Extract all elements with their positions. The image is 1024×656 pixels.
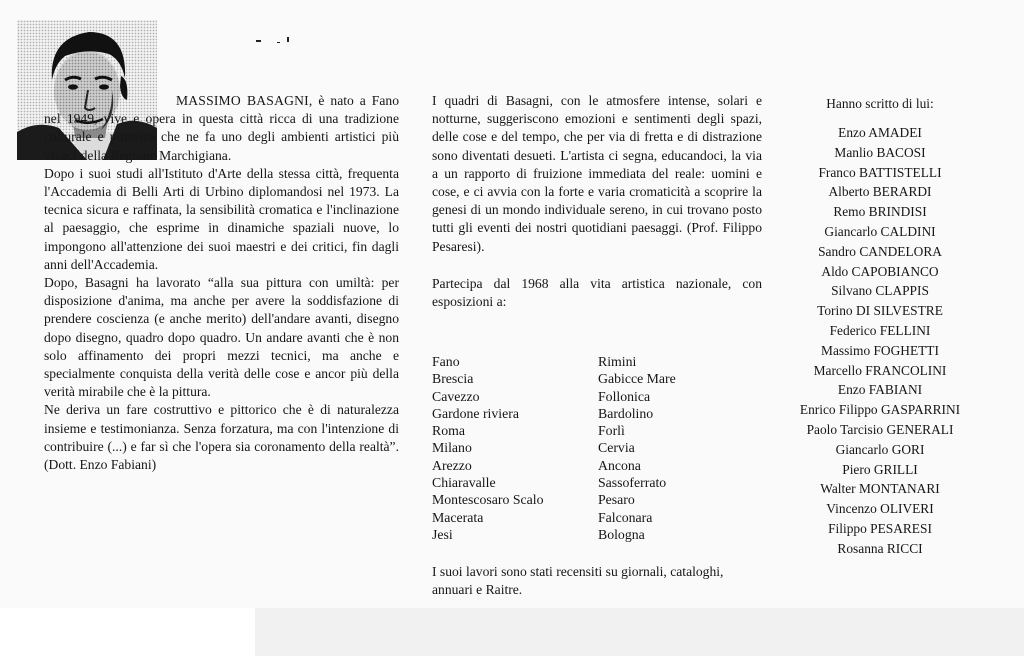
- biography-intro-text: è nato a Fano nel 1949, vive e opera in questa città ricca di una tradizione culturale e pittorica che ne fa uno degli ambienti artistici più vivaci della Regione Marchigiana.: [44, 93, 399, 163]
- exhibition-city: Ancona: [598, 457, 641, 473]
- biography-column: [44, 92, 399, 474]
- author-name: Enzo AMADEI: [838, 125, 922, 140]
- author-name: Remo BRINDISI: [833, 204, 927, 220]
- author-name: Silvano CLAPPIS: [831, 283, 929, 299]
- exhibition-city: Jesi: [432, 526, 453, 542]
- exhibition-city: Chiaravalle: [432, 475, 496, 491]
- exhibitions-intro: Partecipa dal 1968 alla vita artistica nazionale, con esposizioni a:: [432, 275, 762, 310]
- exhibition-city: Follonica: [598, 388, 651, 404]
- authors-heading: Hanno scritto di lui:: [826, 96, 934, 111]
- exhibition-city: Bardolino: [598, 405, 654, 421]
- author-name: Giancarlo GORI: [835, 441, 925, 457]
- biography-quote-conclusion: Ne deriva un fare costruttivo e pittorico che è di naturalezza insieme e testimonianza. Senza forzatura, ma con l'intenzione di contribuire (...) e far sì che l'opera sia coronamento della realtà”. (Dott. Enzo Fabiani): [44, 402, 399, 473]
- author-name: Enzo FABIANI: [837, 382, 923, 398]
- scan-speck: [256, 40, 261, 42]
- scan-speck: [277, 42, 280, 43]
- exhibition-city: Falconara: [598, 509, 653, 525]
- author-name: Federico FELLINI: [829, 322, 931, 338]
- author-name: Sandro CANDELORA: [818, 243, 942, 259]
- author-name: Giancarlo CALDINI: [824, 223, 936, 239]
- authors-list: [780, 123, 980, 559]
- exhibition-city: Cavezzo: [432, 388, 480, 404]
- exhibition-cities: [432, 353, 762, 543]
- artist-name: MASSIMO BASAGNI,: [176, 93, 313, 108]
- critique-paragraph: I quadri di Basagni, con le atmosfere intense, solari e notturne, suggeriscono emozioni e sentimenti degli spazi, delle cose e del tempo, che per via di fretta e di distrazione sono diventati desueti. L'artista ci segna, educandoci, la via a un rapporto di fruizione immediata del reale: uomini e cose, e ci avvia con la forte e varia cromaticità a scoprire la genesi di un mondo individuale sereno, in cui trovano posto tutti gli eventi dei nostri quotidiani paesaggi. (Prof. Filippo Pesaresi).: [432, 93, 762, 254]
- author-name: Filippo PESARESI: [828, 520, 932, 536]
- author-name: Franco BATTISTELLI: [818, 164, 942, 180]
- exhibition-city: Gardone riviera: [432, 405, 519, 421]
- author-name: Massimo FOGHETTI: [821, 342, 939, 358]
- reviews-note: I suoi lavori sono stati recensiti su giornali, cataloghi, annuari e Raitre.: [432, 564, 724, 598]
- biography-intro-paragraph: [44, 92, 399, 165]
- author-name: Marcello FRANCOLINI: [813, 362, 947, 378]
- critique-column: [432, 92, 762, 311]
- author-name: Alberto BERARDI: [828, 184, 932, 200]
- scan-speck: [287, 37, 289, 42]
- authors-column: [780, 95, 980, 559]
- exhibition-city: Montescosaro Scalo: [432, 492, 544, 508]
- author-name: Aldo CAPOBIANCO: [821, 263, 939, 279]
- exhibition-city: Arezzo: [432, 457, 472, 473]
- biography-paragraph: Dopo i suoi studi all'Istituto d'Arte della stessa città, frequenta l'Accademia di Belli Arti di Urbino diplomandosi nel 1973. La tecnica sicura e raffinata, la sensibilità cromatica e l'inclinazione al paesaggio, che esprime in dinamiche spaziali nuove, lo impongono all'attenzione dei suoi maestri e dei critici, fin dagli anni dell'Accademia.: [44, 165, 399, 272]
- exhibition-city: Cervia: [598, 440, 635, 456]
- exhibition-city: Macerata: [432, 509, 484, 525]
- author-name: Piero GRILLI: [842, 461, 918, 477]
- exhibition-city: Sassoferrato: [598, 475, 667, 491]
- scan-shadow: [255, 608, 1024, 656]
- exhibition-city: Fano: [432, 354, 460, 369]
- exhibition-city: Milano: [432, 440, 472, 456]
- author-name: Enrico Filippo GASPARRINI: [799, 402, 961, 418]
- exhibition-list-right: [598, 353, 676, 543]
- author-name: Rosanna RICCI: [837, 540, 923, 556]
- exhibition-city: Gabicce Mare: [598, 371, 676, 387]
- author-name: Vincenzo OLIVERI: [826, 501, 934, 517]
- author-name: Paolo Tarcisio GENERALI: [806, 421, 954, 437]
- exhibition-city: Roma: [432, 423, 465, 439]
- exhibition-city: Forlì: [598, 423, 625, 439]
- exhibition-city: Rimini: [598, 354, 637, 369]
- author-name: Manlio BACOSI: [834, 144, 926, 160]
- exhibition-city: Pesaro: [598, 492, 635, 508]
- author-name: Torino DI SILVESTRE: [817, 303, 943, 319]
- biography-quote-paragraph: Dopo, Basagni ha lavorato “alla sua pittura con umiltà: per disposizione d'anima, ma anche per avere la soddisfazione di prendere coscienza (e anche merito) dell'andare avanti, disegno dopo disegno, quadro dopo quadro. Un andare avanti che è non solo affinamento dei propri mezzi tecnici, ma anche e specialmente conquista della verità delle cose e ancor più della verità mirabile che è la pittura.: [44, 275, 399, 400]
- exhibition-list-left: [432, 353, 598, 543]
- exhibition-city: Brescia: [432, 371, 474, 387]
- author-name: Walter MONTANARI: [820, 481, 940, 497]
- exhibition-city: Bologna: [598, 526, 645, 542]
